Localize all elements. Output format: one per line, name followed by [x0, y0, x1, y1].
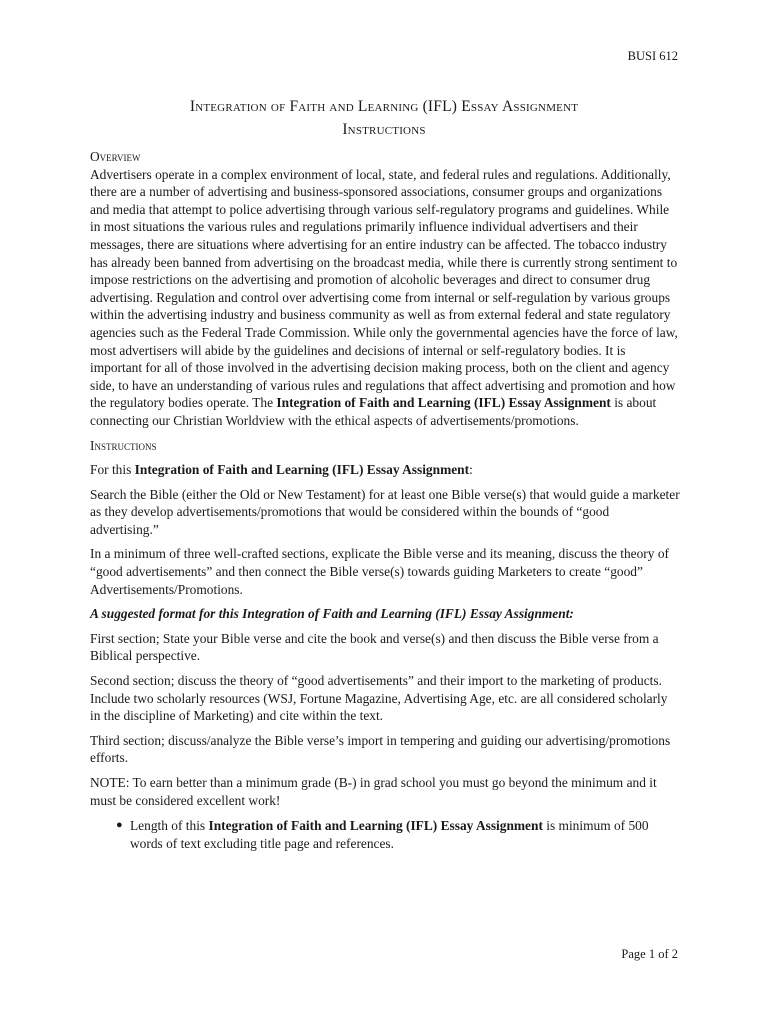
instructions-para-2: In a minimum of three well-crafted sections, explicate the Bible verse and its meaning, discuss the theory of “good advertisements” and then connect the Bible verse(s) towards guiding Marketers to create “good” Advertisements/Promotions.	[90, 546, 669, 597]
page-number: Page 1 of 2	[621, 947, 678, 961]
overview-bold-assignment: Integration of Faith and Learning (IFL) Essay Assignment	[276, 395, 611, 411]
instructions-para-1: Search the Bible (either the Old or New Testament) for at least one Bible verse(s) that would guide a marketer as they develop advertisements/promotions that would be considered within the bounds of “good advertising.”	[90, 486, 680, 537]
section-3-text: Third section; discuss/analyze the Bible verse’s import in tempering and guiding our advertising/promotions efforts.	[90, 732, 671, 766]
bullet-icon: ●	[116, 819, 123, 832]
title-line-1: Integration of Faith and Learning (IFL) Essay Assignment	[189, 98, 579, 115]
list-item-text	[130, 817, 680, 852]
section-2-text: Second section; discuss the theory of “good advertisements” and their import to the marketing of products. Include two scholarly resources (WSJ, Fortune Magazine, Advertising Age, etc. are all considered scholarly in the discipline of Marketing) and cite within the text.	[90, 673, 668, 724]
overview-paragraph	[90, 166, 680, 430]
list-item	[90, 817, 680, 852]
overview-text-part1: Advertisers operate in a complex environment of local, state, and federal rules and regulations. Additionally, there are a number of advertising and business-sponsored associations, consumer groups and organizations and media that attempt to police advertising through various self-regulatory programs and guidelines. While in most situations the various rules and regulations primarily influence individual advertisers and their messages, there are situations where advertising for an entire industry can be affected. The tobacco industry has already been banned from advertising on the broadcast media, while there is currently strong sentiment to impose restrictions on the advertising and promotion of alcoholic beverages and direct to consumer drug advertising. Regulation and control over advertising come from internal or self-regulation by various groups within the advertising industry and business community as well as from external federal and state regulatory agencies such as the Federal Trade Commission. While only the governmental agencies have the force of law, most advertisers will abide by the guidelines and decisions of internal or self-regulatory bodies. It is important for all of those involved in the advertising decision making process, both on the client and agency side, to have an understanding of various rules and regulations that affect advertising and promotion and how the regulatory bodies operate. The	[90, 166, 678, 411]
document-title	[90, 95, 678, 141]
bullet1-suffix: is minimum of 500 words of text excluding title page and references.	[130, 818, 649, 851]
intro-prefix: For this	[90, 462, 135, 478]
instructions-intro	[90, 461, 680, 479]
overview-heading: Overview	[90, 149, 141, 164]
course-code: BUSI 612	[627, 49, 678, 63]
title-line-2: Instructions	[342, 121, 426, 138]
bullet1-prefix: Length of this	[130, 818, 209, 834]
instructions-heading: Instructions	[90, 437, 157, 453]
intro-bold: Integration of Faith and Learning (IFL) Essay Assignment	[134, 462, 470, 478]
overview-text-part2: is about connecting our Christian Worldview with the ethical aspects of advertisements/promotions.	[90, 395, 657, 428]
section-1-text: First section; State your Bible verse and cite the book and verse(s) and then discuss the Bible verse from a Biblical perspective.	[90, 630, 659, 664]
document-body	[90, 148, 680, 852]
intro-suffix: :	[469, 462, 473, 478]
suggested-format-heading: A suggested format for this Integration of Faith and Learning (IFL) Essay Assignment:	[90, 606, 574, 622]
requirements-list	[90, 817, 680, 852]
note-text: NOTE: To earn better than a minimum grade (B-) in grad school you must go beyond the minimum and it must be considered excellent work!	[90, 775, 657, 808]
bullet1-bold: Integration of Faith and Learning (IFL) Essay Assignment	[208, 818, 543, 834]
